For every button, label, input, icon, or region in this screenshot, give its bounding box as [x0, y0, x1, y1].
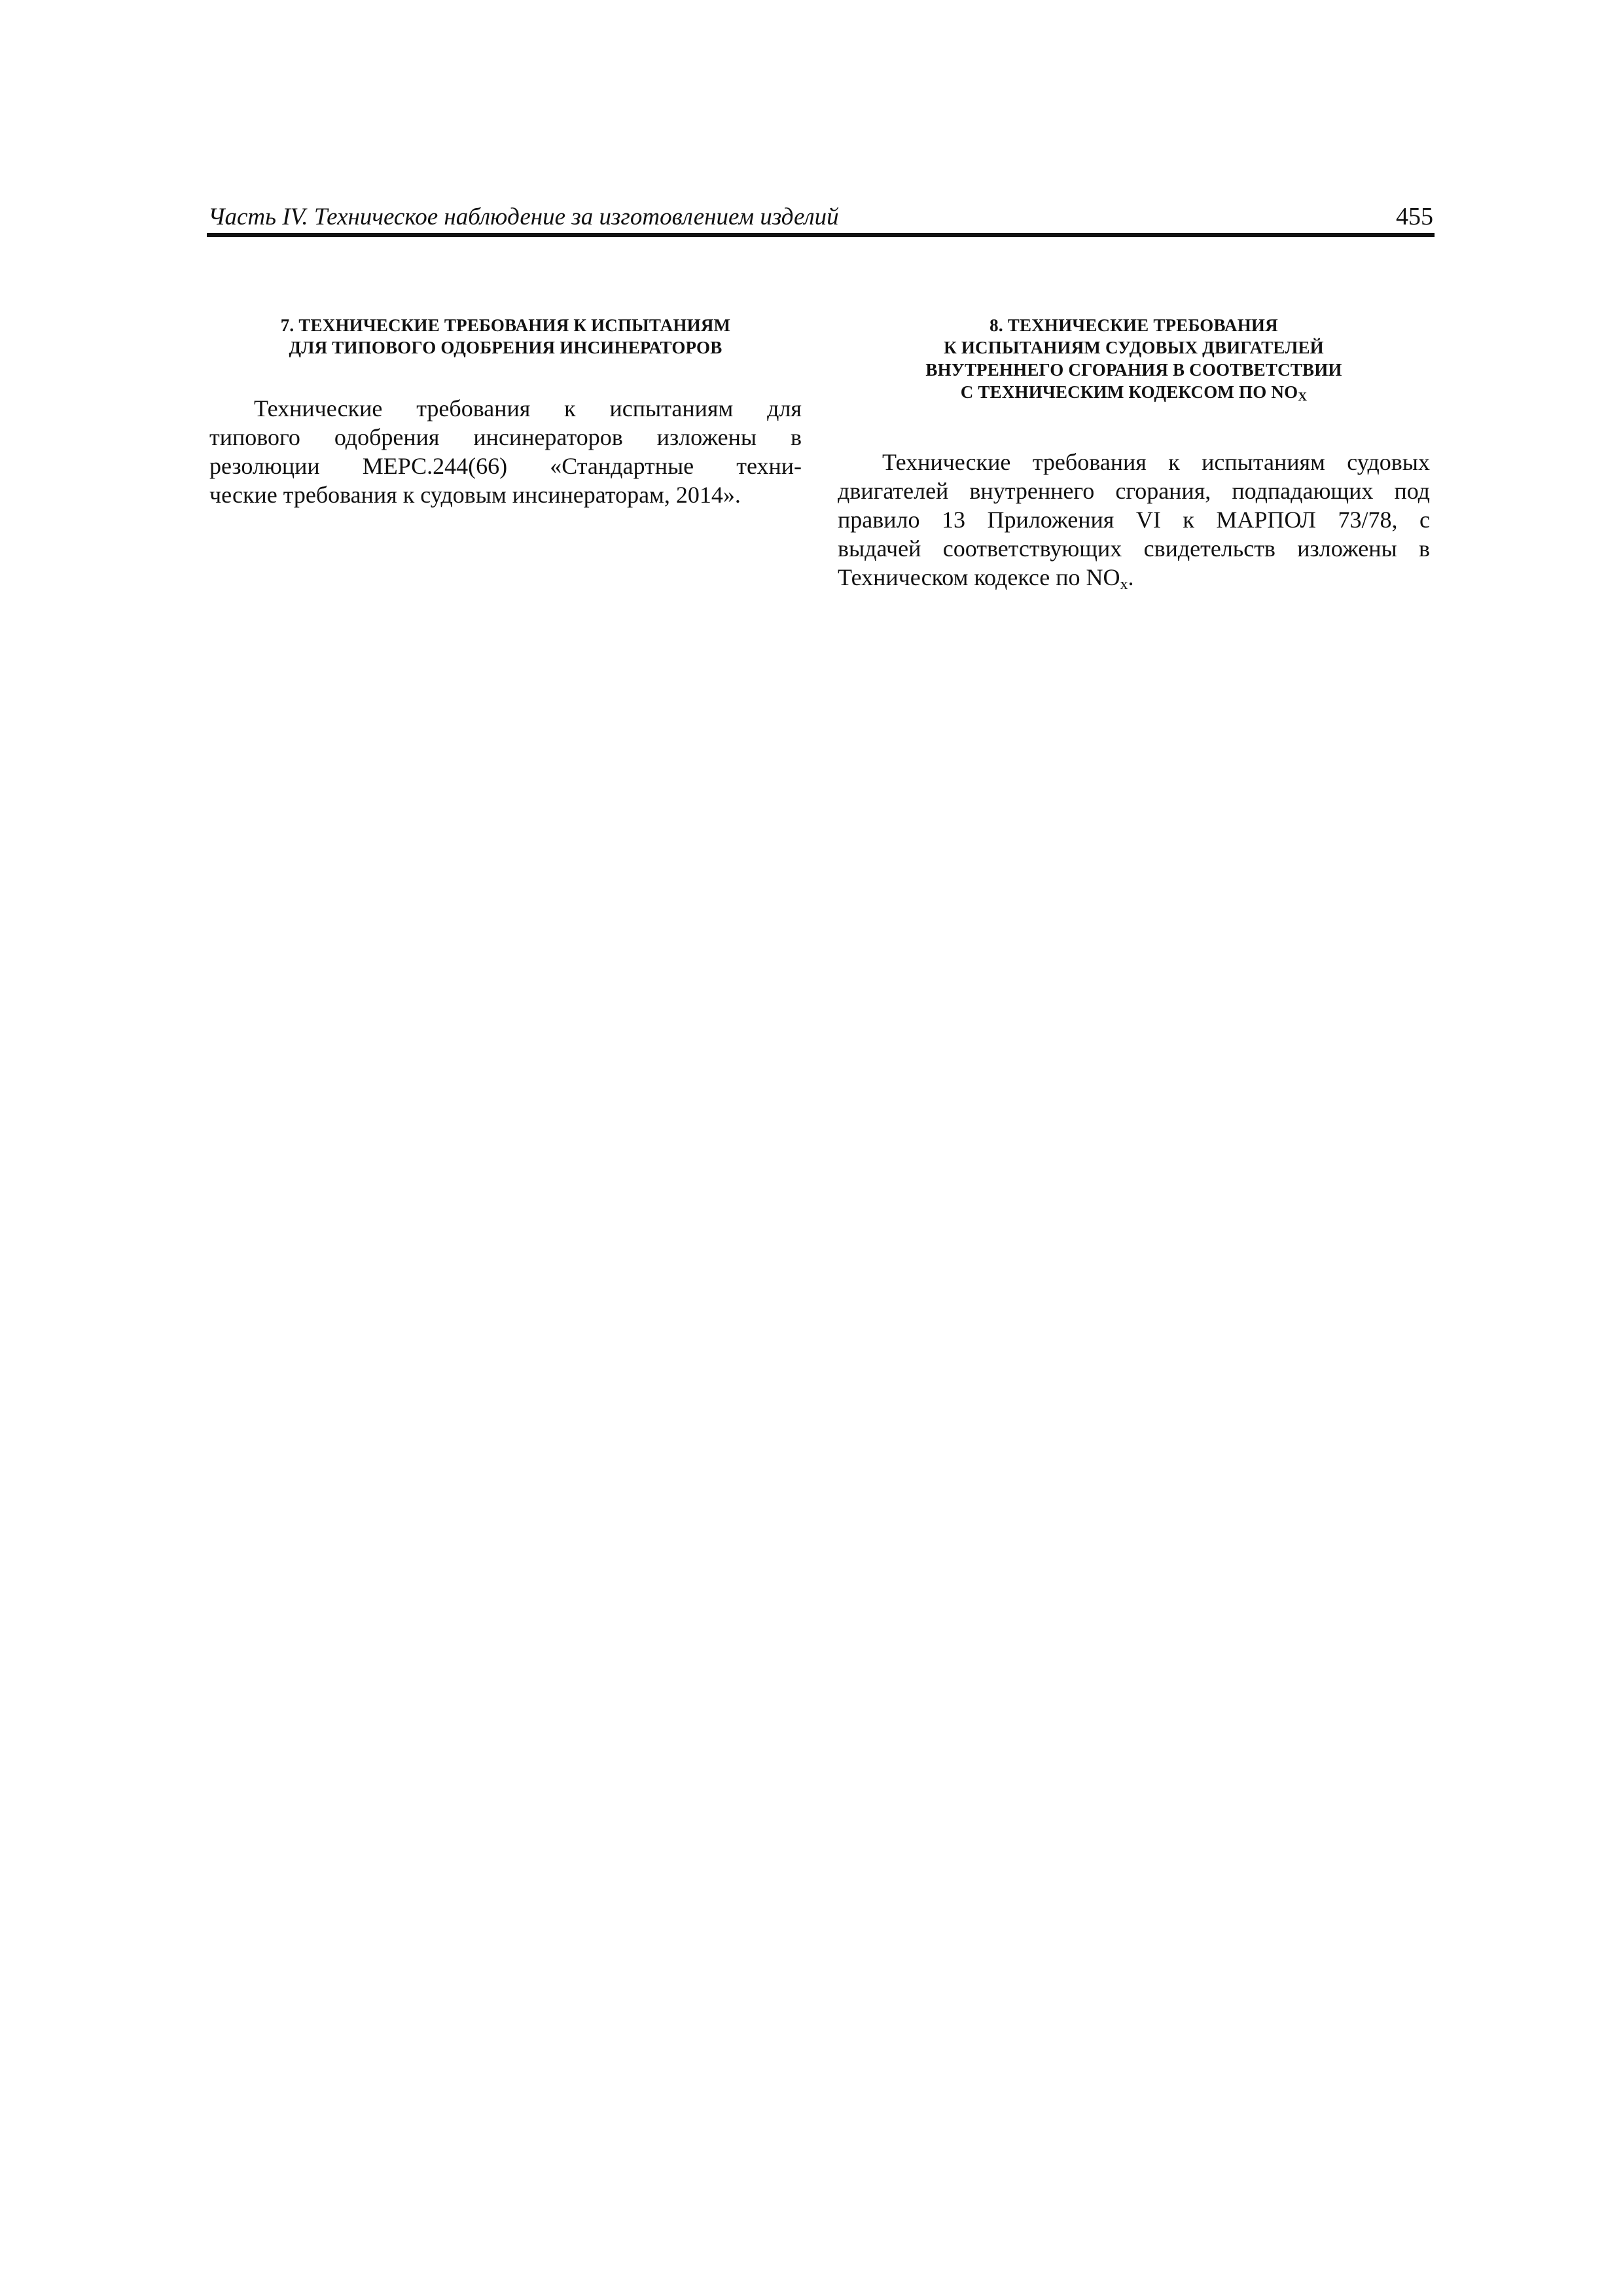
section-8-heading-line-3: ВНУТРЕННЕГО СГОРАНИЯ В СООТВЕТСТВИИ: [925, 360, 1342, 380]
section-7-heading: [209, 314, 802, 359]
section-7-heading-line-1: 7. ТЕХНИЧЕСКИЕ ТРЕБОВАНИЯ К ИСПЫТАНИЯМ: [280, 315, 731, 335]
section-8-heading-line-4: [838, 381, 1430, 403]
section-7-line-3: резолюции МЕРС.244(66) «Стандартные техни-: [209, 453, 802, 479]
section-8-heading-line-1: 8. ТЕХНИЧЕСКИЕ ТРЕБОВАНИЯ: [990, 315, 1278, 335]
running-title-part: Часть: [208, 204, 283, 230]
section-8-heading-line-2: К ИСПЫТАНИЯМ СУДОВЫХ ДВИГАТЕЛЕЙ: [944, 338, 1324, 357]
running-header: [208, 196, 1433, 233]
section-8-body-end: .: [1128, 564, 1134, 590]
header-rule: [207, 233, 1435, 237]
section-7-line-2: типового одобрения инсинераторов изложены в: [209, 424, 802, 450]
section-7-line-4: ческие требования к судовым инсинераторам, 2014».: [209, 482, 741, 508]
section-8-line-5: [838, 563, 1430, 592]
section-8-heading: [838, 314, 1430, 403]
section-8-line-1: Технические требования к испытаниям судовых: [882, 449, 1430, 475]
section-8-line-3: правило 13 Приложения VI к МАРПОЛ 73/78, с: [838, 507, 1430, 533]
section-8-paragraph: [838, 448, 1430, 592]
section-8-body-subscript: x: [1120, 576, 1128, 593]
section-7-paragraph: [209, 394, 802, 509]
page-number: 455: [1396, 203, 1433, 230]
running-title-roman: IV: [282, 204, 302, 230]
section-7-line-1: Технические требования к испытаниям для: [254, 395, 802, 422]
running-title: [208, 205, 839, 229]
section-8-line-5-text: Техническом кодексе по NO: [838, 564, 1120, 590]
section-8-column: [838, 314, 1430, 592]
section-8-heading-line-4-text: С ТЕХНИЧЕСКИМ КОДЕКСОМ ПО NO: [960, 382, 1298, 402]
section-7-column: [209, 314, 802, 509]
section-8-line-4: выдачей соответствующих свидетельств изложены в: [838, 535, 1430, 562]
section-7-heading-line-2: ДЛЯ ТИПОВОГО ОДОБРЕНИЯ ИНСИНЕРАТОРОВ: [289, 338, 722, 357]
section-8-line-2: двигателей внутреннего сгорания, подпадающих под: [838, 478, 1430, 504]
running-title-rest: . Техническое наблюдение за изготовлением изделий: [302, 204, 839, 230]
section-8-heading-subscript: X: [1298, 390, 1308, 404]
